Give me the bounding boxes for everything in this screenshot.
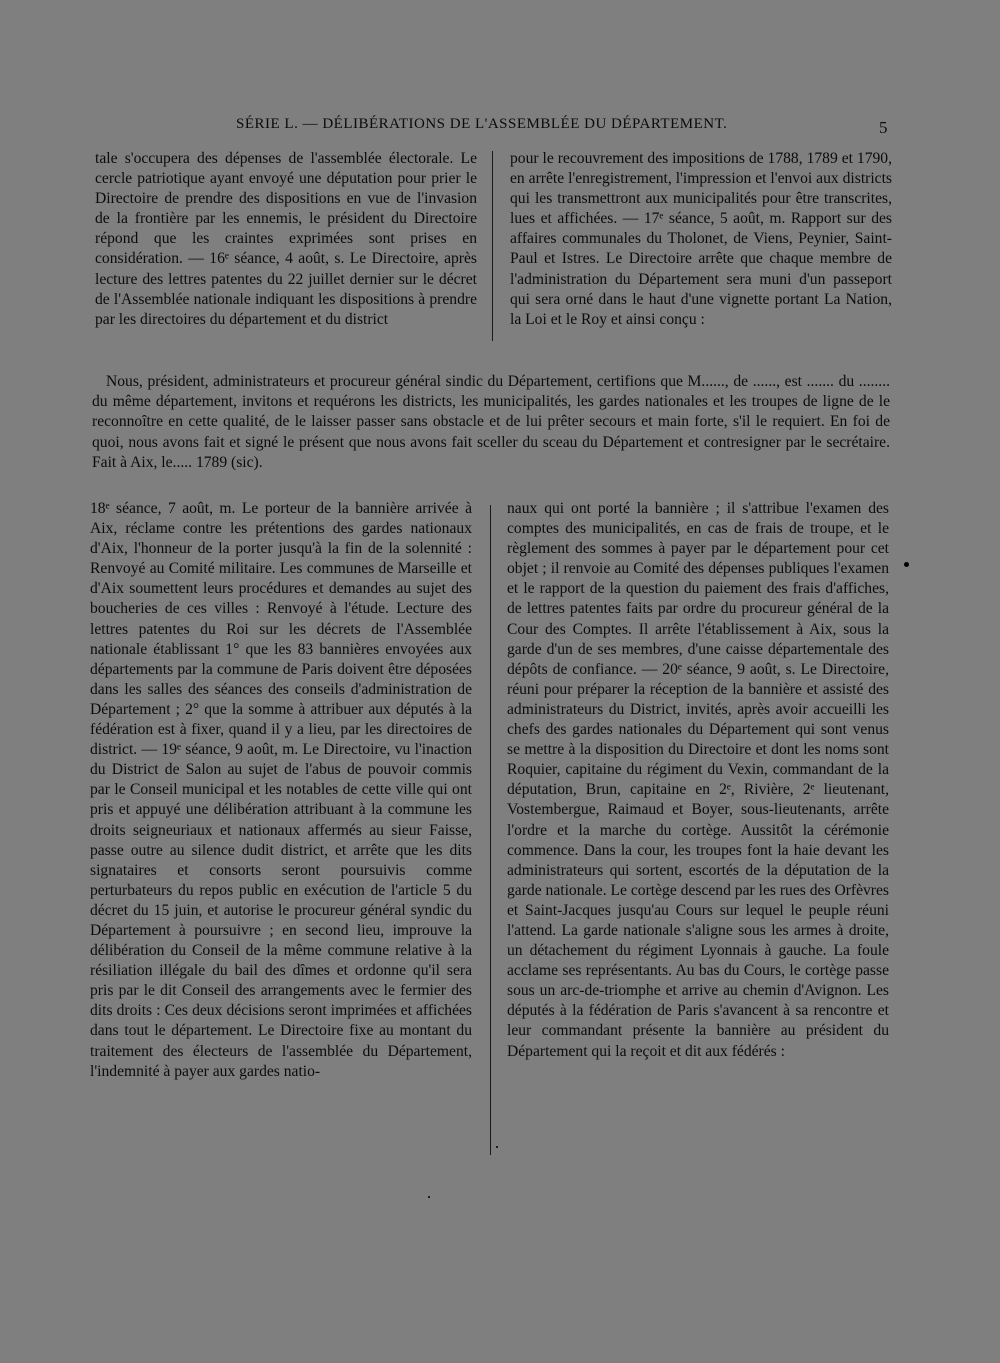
page-number: 5	[879, 118, 888, 137]
ink-speck	[428, 1196, 430, 1198]
passport-formula-text: Nous, président, administrateurs et procureur général sindic du Département, certifions que M......, de ......, est ....... du ........ du même département, invitons et requérons les districts, les municipalités, les gardes nationales et les troupes de ligne de le reconnoître en cette qualité, de le laisser passer sans obstacle et de lui prêter secours et main forte, s'il le requiert. En foi de quoi, nous avons fait et signé le présent que nous avons fait sceller du sceau du Département et contresigner par le secrétaire. Fait à Aix, le..... 1789 (sic).	[92, 373, 890, 471]
column-divider-bottom	[490, 505, 491, 1155]
bottom-right-column-text: naux qui ont porté la bannière ; il s'attribue l'examen des comptes des municipalités, en cas de frais de troupe, et le règlement des sommes à payer par le département pour cet objet ; il renvoie au Comité des dépenses publiques l'examen et le rapport de la question du paiement des frais d'affiches, de lettres patentes faits par ordre du procureur général de la Cour des Comptes. Il arrête l'établissement à Aix, sous la garde d'un de ses membres, d'une caisse départementale des dépôts de confiance. — 20ᵉ séance, 9 août, s. Le Directoire, réuni pour préparer la réception de la bannière et assisté des administrateurs du District, invités, après avoir accueilli les chefs des gardes nationales du Département qui sont venus se mettre à la disposition du Directoire et dont les noms sont Roquier, capitaine du régiment du Vexin, commandant de la députation, Brun, capitaine en 2ᵉ, Rivière, 2ᵉ lieutenant, Vostembergue, Raimaud et Boyer, sous-lieutenants, arrête l'ordre et la marche du cortège. Aussitôt la cérémonie commence. Dans la cour, les troupes font la haie devant les administrateurs qui sortent, escortés de la députation de la garde nationale. Le cortège descend par les rues des Orfèvres et Saint-Jacques jusqu'au Cours sur lequel le peuple réuni l'attend. La garde nationale s'aligne sous les armes à droite, un détachement du régiment Lyonnais à gauche. La foule acclame ses représentants. Au bas du Cours, le cortège passe sous un arc-de-triomphe et arrive au chemin d'Avignon. Les députés à la fédération de Paris s'avancent à sa rencontre et leur commandant présente la bannière au président du Département qui la reçoit et dit aux fédérés :	[507, 500, 889, 1060]
top-right-column-text: pour le recouvrement des impositions de 1788, 1789 et 1790, en arrête l'enregistrement, l'impression et l'envoi aux districts qui les transmettront aux municipalités pour être transcrites, lues et affichées. — 17ᵉ séance, 5 août, m. Rapport sur des affaires communales du Tholonet, de Viens, Peynier, Saint-Paul et Istres. Le Directoire arrête que chaque membre de l'administration du Département sera muni d'un passeport qui sera orné dans le haut d'une vignette portant La Nation, la Loi et le Roy et ainsi conçu :	[510, 150, 892, 328]
bottom-left-column-text: 18ᵉ séance, 7 août, m. Le porteur de la bannière arrivée à Aix, réclame contre les prétentions des gardes nationaux d'Aix, l'honneur de la porter jusqu'à la fin de la solennité : Renvoyé au Comité militaire. Les communes de Marseille et d'Aix soumettent leurs procédures et demandes au sujet des boucheries de ces villes : Renvoyé à l'étude. Lecture des lettres patentes du Roi sur les décrets de l'Assemblée nationale établissant 1° que les 83 bannières envoyées aux départements par la commune de Paris doivent être déposées dans les salles des séances des conseils d'administration de Département ; 2° que la somme à attribuer aux députés à la fédération est à fixer, quand il y a lieu, par les directoires de district. — 19ᵉ séance, 9 août, m. Le Directoire, vu l'inaction du District de Salon au sujet de l'abus de pouvoir commis par le Conseil municipal et les notables de cette ville qui ont pris et appuyé une délibération attribuant à la commune les droits seigneuriaux et nationaux affermés au sieur Faisse, passe outre au silence dudit district, et arrête que les dits signataires et consorts seront poursuivis comme perturbateurs du repos public en exécution de l'article 5 du décret du 15 juin, et autorise le procureur général syndic du Département à poursuivre ; en second lieu, improuve la délibération du Conseil de la même commune relative à la résiliation illégale du bail des dîmes et ordonne qu'il sera pris par le dit Conseil des arrangements avec le fermier des dits droits : Ces deux décisions seront imprimées et affichées dans tout le département. Le Directoire fixe au montant du traitement des électeurs de l'assemblée du Département, l'indemnité à payer aux gardes natio-	[90, 500, 472, 1080]
column-divider-top	[492, 151, 493, 341]
ink-spot	[904, 562, 909, 567]
top-left-column-text: tale s'occupera des dépenses de l'assemblée électorale. Le cercle patriotique ayant envoyé une députation pour prier le Directoire de prendre des dispositions en vue de l'invasion de la frontière par les ennemis, le président du Directoire répond que les craintes exprimées sont prises en considération. — 16ᵉ séance, 4 août, s. Le Directoire, après lecture des lettres patentes du 22 juillet dernier sur le décret de l'Assemblée nationale indiquant les dispositions à prendre par les directoires du département et du district	[95, 150, 477, 328]
running-header: SÉRIE L. — DÉLIBÉRATIONS DE L'ASSEMBLÉE DU DÉPARTEMENT.	[236, 116, 728, 132]
ink-speck	[496, 1146, 498, 1148]
